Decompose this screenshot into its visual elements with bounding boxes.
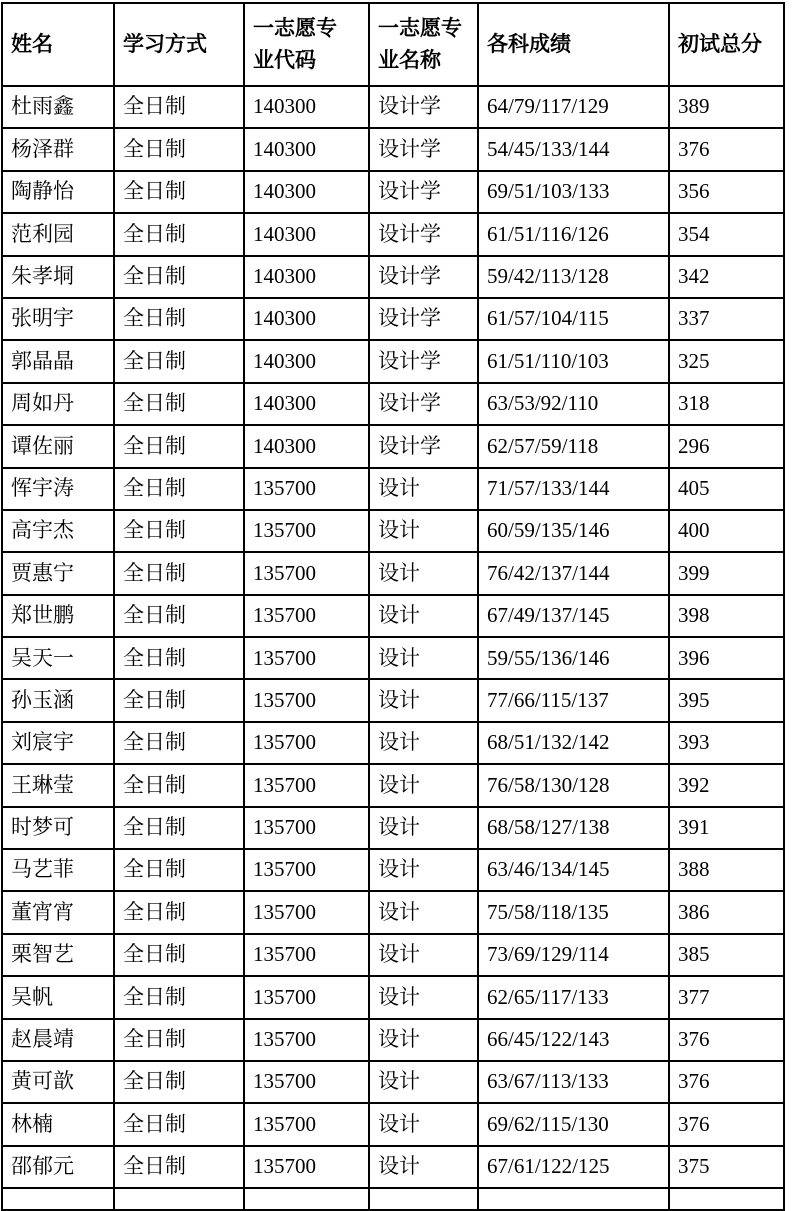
cell-major-name: 设计	[369, 1061, 478, 1103]
cell-major-name: 设计	[369, 934, 478, 976]
empty-cell	[2, 1188, 114, 1210]
cell-subject-scores: 67/61/122/125	[478, 1146, 669, 1188]
cell-major-code: 135700	[244, 891, 369, 933]
cell-name: 栗智艺	[2, 934, 114, 976]
cell-study-mode: 全日制	[114, 976, 244, 1018]
cell-major-code: 135700	[244, 764, 369, 806]
cell-subject-scores: 64/79/117/129	[478, 86, 669, 128]
column-header-major-name	[369, 3, 478, 86]
cell-name: 朱孝垌	[2, 256, 114, 298]
table-row	[2, 807, 784, 849]
cell-major-code: 140300	[244, 340, 369, 382]
table-row	[2, 679, 784, 721]
cell-study-mode: 全日制	[114, 468, 244, 510]
cell-major-code: 140300	[244, 171, 369, 213]
admission-score-table	[1, 2, 785, 1211]
cell-total-score: 337	[669, 298, 784, 340]
cell-subject-scores: 67/49/137/145	[478, 595, 669, 637]
cell-name: 恽宇涛	[2, 468, 114, 510]
table-row	[2, 1146, 784, 1188]
cell-total-score: 375	[669, 1146, 784, 1188]
cell-name: 高宇杰	[2, 510, 114, 552]
cell-subject-scores: 73/69/129/114	[478, 934, 669, 976]
cell-study-mode: 全日制	[114, 86, 244, 128]
cell-major-code: 140300	[244, 256, 369, 298]
cell-major-name: 设计	[369, 637, 478, 679]
cell-name: 董宵宵	[2, 891, 114, 933]
cell-total-score: 376	[669, 1019, 784, 1061]
table-row	[2, 468, 784, 510]
cell-total-score: 376	[669, 1061, 784, 1103]
table-row	[2, 383, 784, 425]
column-header-total-score: 初试总分	[669, 3, 784, 86]
table-row	[2, 891, 784, 933]
cell-major-code: 135700	[244, 637, 369, 679]
cell-subject-scores: 76/42/137/144	[478, 552, 669, 594]
cell-subject-scores: 69/51/103/133	[478, 171, 669, 213]
cell-major-name: 设计	[369, 722, 478, 764]
cell-study-mode: 全日制	[114, 510, 244, 552]
cell-study-mode: 全日制	[114, 383, 244, 425]
table-row	[2, 86, 784, 128]
cell-study-mode: 全日制	[114, 637, 244, 679]
column-header-name: 姓名	[2, 3, 114, 86]
cell-total-score: 398	[669, 595, 784, 637]
cell-major-name: 设计	[369, 1019, 478, 1061]
column-header-major-name-label: 一志愿专业名称	[378, 16, 462, 72]
cell-major-code: 135700	[244, 807, 369, 849]
table-row	[2, 1061, 784, 1103]
cell-total-score: 392	[669, 764, 784, 806]
table-row	[2, 764, 784, 806]
cell-name: 陶静怡	[2, 171, 114, 213]
cell-study-mode: 全日制	[114, 425, 244, 467]
cell-total-score: 389	[669, 86, 784, 128]
cell-major-code: 135700	[244, 595, 369, 637]
cell-subject-scores: 62/57/59/118	[478, 425, 669, 467]
table-row	[2, 934, 784, 976]
table-row	[2, 552, 784, 594]
cell-total-score: 377	[669, 976, 784, 1018]
cell-study-mode: 全日制	[114, 213, 244, 255]
cell-major-name: 设计	[369, 849, 478, 891]
column-header-subject-scores: 各科成绩	[478, 3, 669, 86]
table-row	[2, 849, 784, 891]
cell-major-code: 135700	[244, 1146, 369, 1188]
table-row	[2, 425, 784, 467]
cell-major-code: 140300	[244, 298, 369, 340]
cell-study-mode: 全日制	[114, 298, 244, 340]
table-row	[2, 976, 784, 1018]
cell-major-code: 135700	[244, 679, 369, 721]
cell-name: 张明宇	[2, 298, 114, 340]
cell-subject-scores: 69/62/115/130	[478, 1103, 669, 1145]
cell-total-score: 296	[669, 425, 784, 467]
cell-total-score: 393	[669, 722, 784, 764]
cell-major-code: 135700	[244, 934, 369, 976]
cell-major-name: 设计	[369, 1146, 478, 1188]
cell-total-score: 354	[669, 213, 784, 255]
cell-total-score: 376	[669, 128, 784, 170]
cell-name: 贾惠宁	[2, 552, 114, 594]
cell-study-mode: 全日制	[114, 891, 244, 933]
cell-name: 王琳莹	[2, 764, 114, 806]
table-footer	[2, 1188, 784, 1210]
cell-major-code: 140300	[244, 128, 369, 170]
empty-cell	[369, 1188, 478, 1210]
cell-study-mode: 全日制	[114, 256, 244, 298]
cell-major-code: 135700	[244, 849, 369, 891]
cell-major-name: 设计学	[369, 171, 478, 213]
empty-cell	[244, 1188, 369, 1210]
cell-name: 林楠	[2, 1103, 114, 1145]
cell-name: 周如丹	[2, 383, 114, 425]
cell-subject-scores: 62/65/117/133	[478, 976, 669, 1018]
cell-subject-scores: 61/51/110/103	[478, 340, 669, 382]
cell-study-mode: 全日制	[114, 552, 244, 594]
partial-cutoff-row	[2, 1188, 784, 1210]
cell-major-code: 135700	[244, 722, 369, 764]
cell-major-code: 135700	[244, 976, 369, 1018]
cell-study-mode: 全日制	[114, 849, 244, 891]
cell-study-mode: 全日制	[114, 128, 244, 170]
cell-major-code: 135700	[244, 1103, 369, 1145]
cell-subject-scores: 54/45/133/144	[478, 128, 669, 170]
header-row	[2, 3, 784, 86]
cell-subject-scores: 71/57/133/144	[478, 468, 669, 510]
cell-major-name: 设计	[369, 552, 478, 594]
cell-total-score: 388	[669, 849, 784, 891]
cell-name: 吴帆	[2, 976, 114, 1018]
table-row	[2, 1019, 784, 1061]
cell-study-mode: 全日制	[114, 1061, 244, 1103]
cell-subject-scores: 68/51/132/142	[478, 722, 669, 764]
table-header	[2, 3, 784, 86]
cell-name: 吴天一	[2, 637, 114, 679]
cell-subject-scores: 61/51/116/126	[478, 213, 669, 255]
cell-major-name: 设计	[369, 595, 478, 637]
cell-major-code: 135700	[244, 510, 369, 552]
cell-total-score: 325	[669, 340, 784, 382]
table-body	[2, 86, 784, 1188]
cell-study-mode: 全日制	[114, 171, 244, 213]
cell-major-name: 设计	[369, 976, 478, 1018]
cell-name: 邵郁元	[2, 1146, 114, 1188]
cell-subject-scores: 63/67/113/133	[478, 1061, 669, 1103]
cell-study-mode: 全日制	[114, 679, 244, 721]
cell-total-score: 318	[669, 383, 784, 425]
cell-major-name: 设计	[369, 510, 478, 552]
cell-major-name: 设计	[369, 764, 478, 806]
column-header-study-mode: 学习方式	[114, 3, 244, 86]
table-row	[2, 340, 784, 382]
cell-major-name: 设计学	[369, 340, 478, 382]
cell-subject-scores: 59/55/136/146	[478, 637, 669, 679]
cell-major-name: 设计	[369, 679, 478, 721]
cell-study-mode: 全日制	[114, 807, 244, 849]
cell-major-name: 设计	[369, 468, 478, 510]
cell-major-name: 设计学	[369, 213, 478, 255]
cell-major-code: 140300	[244, 383, 369, 425]
table-row	[2, 171, 784, 213]
cell-major-name: 设计学	[369, 86, 478, 128]
cell-major-code: 140300	[244, 86, 369, 128]
cell-study-mode: 全日制	[114, 1019, 244, 1061]
cell-total-score: 376	[669, 1103, 784, 1145]
cell-subject-scores: 76/58/130/128	[478, 764, 669, 806]
cell-total-score: 342	[669, 256, 784, 298]
cell-subject-scores: 61/57/104/115	[478, 298, 669, 340]
column-header-major-code	[244, 3, 369, 86]
cell-subject-scores: 59/42/113/128	[478, 256, 669, 298]
cell-major-code: 135700	[244, 1061, 369, 1103]
table-row	[2, 213, 784, 255]
cell-major-name: 设计学	[369, 425, 478, 467]
cell-total-score: 405	[669, 468, 784, 510]
cell-study-mode: 全日制	[114, 1103, 244, 1145]
cell-study-mode: 全日制	[114, 1146, 244, 1188]
cell-total-score: 396	[669, 637, 784, 679]
cell-name: 谭佐丽	[2, 425, 114, 467]
table-row	[2, 128, 784, 170]
cell-total-score: 391	[669, 807, 784, 849]
cell-name: 刘宸宇	[2, 722, 114, 764]
cell-name: 杜雨鑫	[2, 86, 114, 128]
cell-major-name: 设计学	[369, 298, 478, 340]
cell-subject-scores: 66/45/122/143	[478, 1019, 669, 1061]
cell-major-code: 140300	[244, 213, 369, 255]
cell-subject-scores: 63/53/92/110	[478, 383, 669, 425]
cell-name: 黄可歆	[2, 1061, 114, 1103]
table-row	[2, 256, 784, 298]
table-row	[2, 298, 784, 340]
cell-total-score: 400	[669, 510, 784, 552]
cell-major-name: 设计学	[369, 383, 478, 425]
cell-major-code: 135700	[244, 468, 369, 510]
cell-name: 范利园	[2, 213, 114, 255]
empty-cell	[669, 1188, 784, 1210]
cell-study-mode: 全日制	[114, 340, 244, 382]
table-row	[2, 510, 784, 552]
cell-name: 郭晶晶	[2, 340, 114, 382]
cell-total-score: 386	[669, 891, 784, 933]
cell-subject-scores: 75/58/118/135	[478, 891, 669, 933]
cell-name: 时梦可	[2, 807, 114, 849]
cell-total-score: 399	[669, 552, 784, 594]
cell-total-score: 356	[669, 171, 784, 213]
cell-major-name: 设计	[369, 807, 478, 849]
table-row	[2, 637, 784, 679]
cell-major-code: 140300	[244, 425, 369, 467]
empty-cell	[114, 1188, 244, 1210]
cell-name: 杨泽群	[2, 128, 114, 170]
cell-name: 郑世鹏	[2, 595, 114, 637]
cell-study-mode: 全日制	[114, 934, 244, 976]
cell-study-mode: 全日制	[114, 722, 244, 764]
empty-cell	[478, 1188, 669, 1210]
table-row	[2, 722, 784, 764]
cell-name: 马艺菲	[2, 849, 114, 891]
cell-major-name: 设计	[369, 1103, 478, 1145]
cell-study-mode: 全日制	[114, 595, 244, 637]
table-row	[2, 595, 784, 637]
cell-major-name: 设计	[369, 891, 478, 933]
table-row	[2, 1103, 784, 1145]
cell-name: 赵晨靖	[2, 1019, 114, 1061]
cell-study-mode: 全日制	[114, 764, 244, 806]
cell-major-name: 设计学	[369, 256, 478, 298]
cell-total-score: 395	[669, 679, 784, 721]
cell-name: 孙玉涵	[2, 679, 114, 721]
cell-major-code: 135700	[244, 552, 369, 594]
cell-total-score: 385	[669, 934, 784, 976]
cell-subject-scores: 63/46/134/145	[478, 849, 669, 891]
cell-subject-scores: 60/59/135/146	[478, 510, 669, 552]
cell-major-name: 设计学	[369, 128, 478, 170]
cell-subject-scores: 68/58/127/138	[478, 807, 669, 849]
column-header-major-code-label: 一志愿专业代码	[253, 16, 337, 72]
cell-major-code: 135700	[244, 1019, 369, 1061]
cell-subject-scores: 77/66/115/137	[478, 679, 669, 721]
